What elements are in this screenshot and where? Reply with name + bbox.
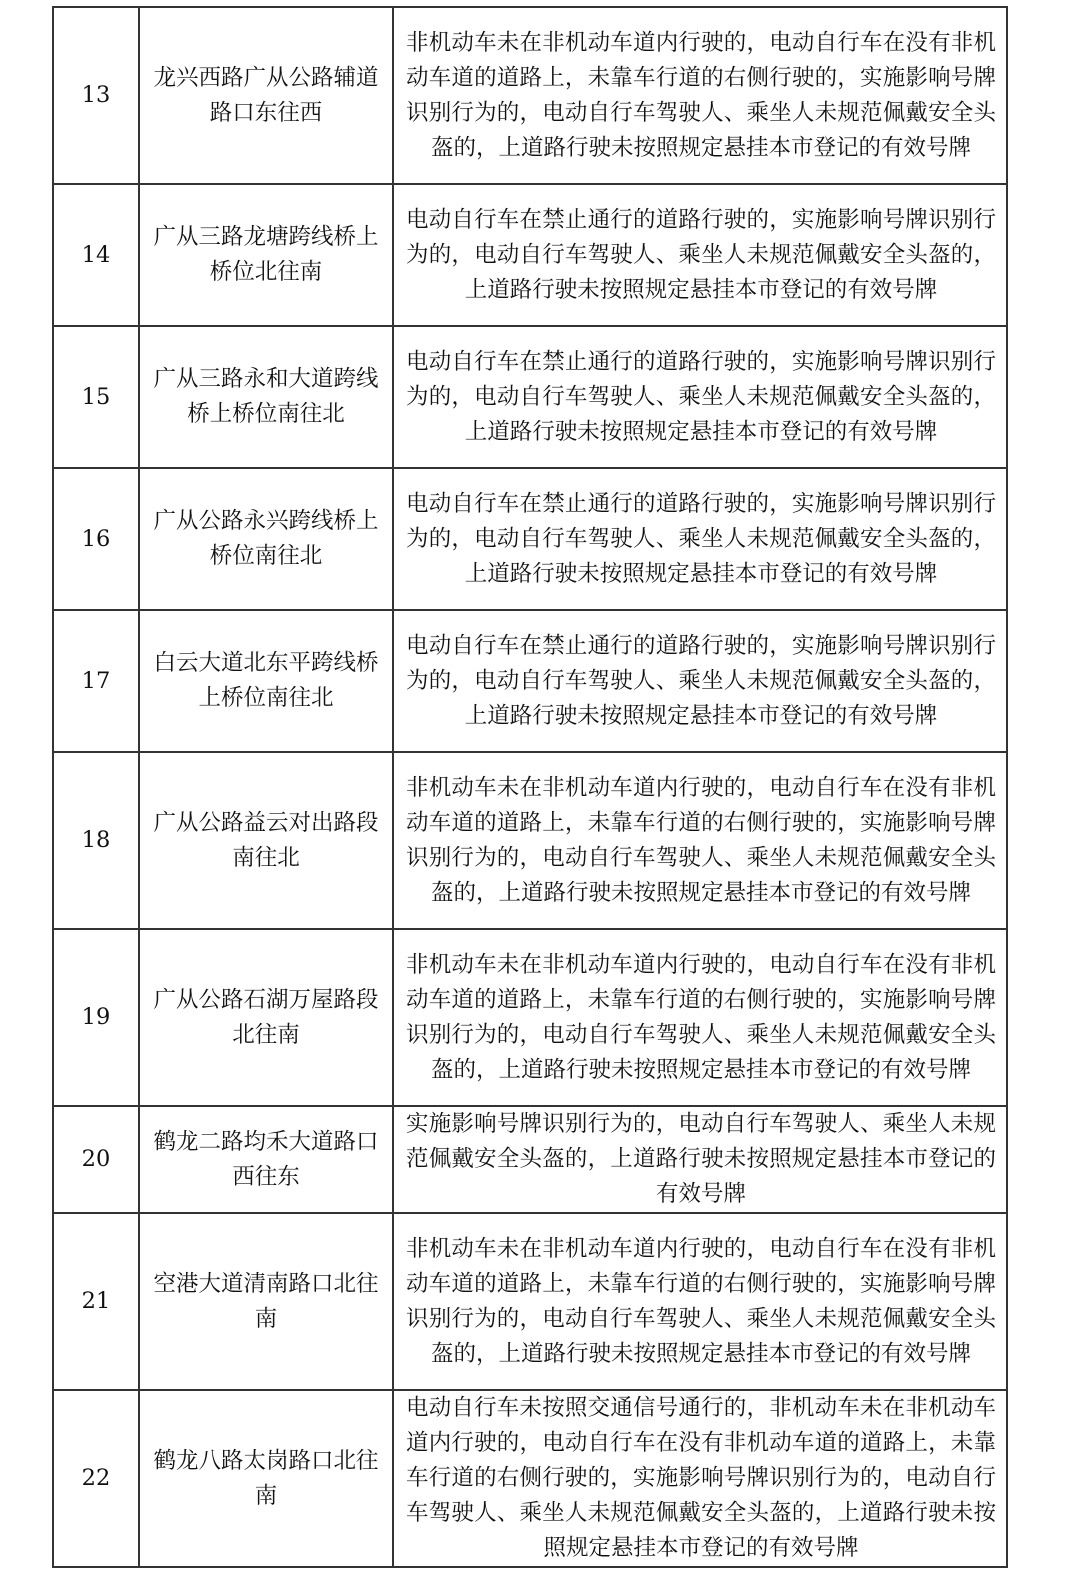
- location-cell: 鹤龙八路太岗路口北往南: [139, 1390, 393, 1567]
- location-cell: 广从公路益云对出路段南往北: [139, 752, 393, 929]
- table-row: [53, 7, 1007, 184]
- enforcement-locations-table: [52, 6, 1008, 1568]
- violations-cell: 电动自行车在禁止通行的道路行驶的，实施影响号牌识别行为的，电动自行车驾驶人、乘坐人未规范佩戴安全头盔的，上道路行驶未按照规定悬挂本市登记的有效号牌: [393, 468, 1007, 610]
- violations-cell: 非机动车未在非机动车道内行驶的，电动自行车在没有非机动车道的道路上，未靠车行道的右侧行驶的，实施影响号牌识别行为的，电动自行车驾驶人、乘坐人未规范佩戴安全头盔的，上道路行驶未按照规定悬挂本市登记的有效号牌: [393, 7, 1007, 184]
- violations-cell: 电动自行车未按照交通信号通行的，非机动车未在非机动车道内行驶的，电动自行车在没有非机动车道的道路上，未靠车行道的右侧行驶的，实施影响号牌识别行为的，电动自行车驾驶人、乘坐人未规范佩戴安全头盔的，上道路行驶未按照规定悬挂本市登记的有效号牌: [393, 1390, 1007, 1567]
- violations-cell: 实施影响号牌识别行为的，电动自行车驾驶人、乘坐人未规范佩戴安全头盔的，上道路行驶未按照规定悬挂本市登记的有效号牌: [393, 1106, 1007, 1213]
- violations-cell: 非机动车未在非机动车道内行驶的，电动自行车在没有非机动车道的道路上，未靠车行道的右侧行驶的，实施影响号牌识别行为的，电动自行车驾驶人、乘坐人未规范佩戴安全头盔的，上道路行驶未按照规定悬挂本市登记的有效号牌: [393, 1213, 1007, 1390]
- location-cell: 广从三路永和大道跨线桥上桥位南往北: [139, 326, 393, 468]
- table-row: [53, 610, 1007, 752]
- row-number: 21: [53, 1213, 139, 1390]
- location-cell: 广从三路龙塘跨线桥上桥位北往南: [139, 184, 393, 326]
- violations-cell: 非机动车未在非机动车道内行驶的，电动自行车在没有非机动车道的道路上，未靠车行道的右侧行驶的，实施影响号牌识别行为的，电动自行车驾驶人、乘坐人未规范佩戴安全头盔的，上道路行驶未按照规定悬挂本市登记的有效号牌: [393, 929, 1007, 1106]
- table-row: [53, 752, 1007, 929]
- location-cell: 龙兴西路广从公路辅道路口东往西: [139, 7, 393, 184]
- location-cell: 空港大道清南路口北往南: [139, 1213, 393, 1390]
- row-number: 22: [53, 1390, 139, 1567]
- table-row: [53, 326, 1007, 468]
- table-row: [53, 468, 1007, 610]
- row-number: 13: [53, 7, 139, 184]
- row-number: 18: [53, 752, 139, 929]
- row-number: 16: [53, 468, 139, 610]
- violations-cell: 电动自行车在禁止通行的道路行驶的，实施影响号牌识别行为的，电动自行车驾驶人、乘坐人未规范佩戴安全头盔的，上道路行驶未按照规定悬挂本市登记的有效号牌: [393, 184, 1007, 326]
- row-number: 15: [53, 326, 139, 468]
- row-number: 17: [53, 610, 139, 752]
- location-cell: 广从公路石湖万屋路段北往南: [139, 929, 393, 1106]
- row-number: 14: [53, 184, 139, 326]
- row-number: 19: [53, 929, 139, 1106]
- location-cell: 鹤龙二路均禾大道路口西往东: [139, 1106, 393, 1213]
- table-row: [53, 929, 1007, 1106]
- table-row: [53, 184, 1007, 326]
- location-cell: 白云大道北东平跨线桥上桥位南往北: [139, 610, 393, 752]
- table-row: [53, 1106, 1007, 1213]
- row-number: 20: [53, 1106, 139, 1213]
- table-row: [53, 1213, 1007, 1390]
- location-cell: 广从公路永兴跨线桥上桥位南往北: [139, 468, 393, 610]
- violations-cell: 电动自行车在禁止通行的道路行驶的，实施影响号牌识别行为的，电动自行车驾驶人、乘坐人未规范佩戴安全头盔的，上道路行驶未按照规定悬挂本市登记的有效号牌: [393, 610, 1007, 752]
- violations-cell: 电动自行车在禁止通行的道路行驶的，实施影响号牌识别行为的，电动自行车驾驶人、乘坐人未规范佩戴安全头盔的，上道路行驶未按照规定悬挂本市登记的有效号牌: [393, 326, 1007, 468]
- violations-cell: 非机动车未在非机动车道内行驶的，电动自行车在没有非机动车道的道路上，未靠车行道的右侧行驶的，实施影响号牌识别行为的，电动自行车驾驶人、乘坐人未规范佩戴安全头盔的，上道路行驶未按照规定悬挂本市登记的有效号牌: [393, 752, 1007, 929]
- table-row: [53, 1390, 1007, 1567]
